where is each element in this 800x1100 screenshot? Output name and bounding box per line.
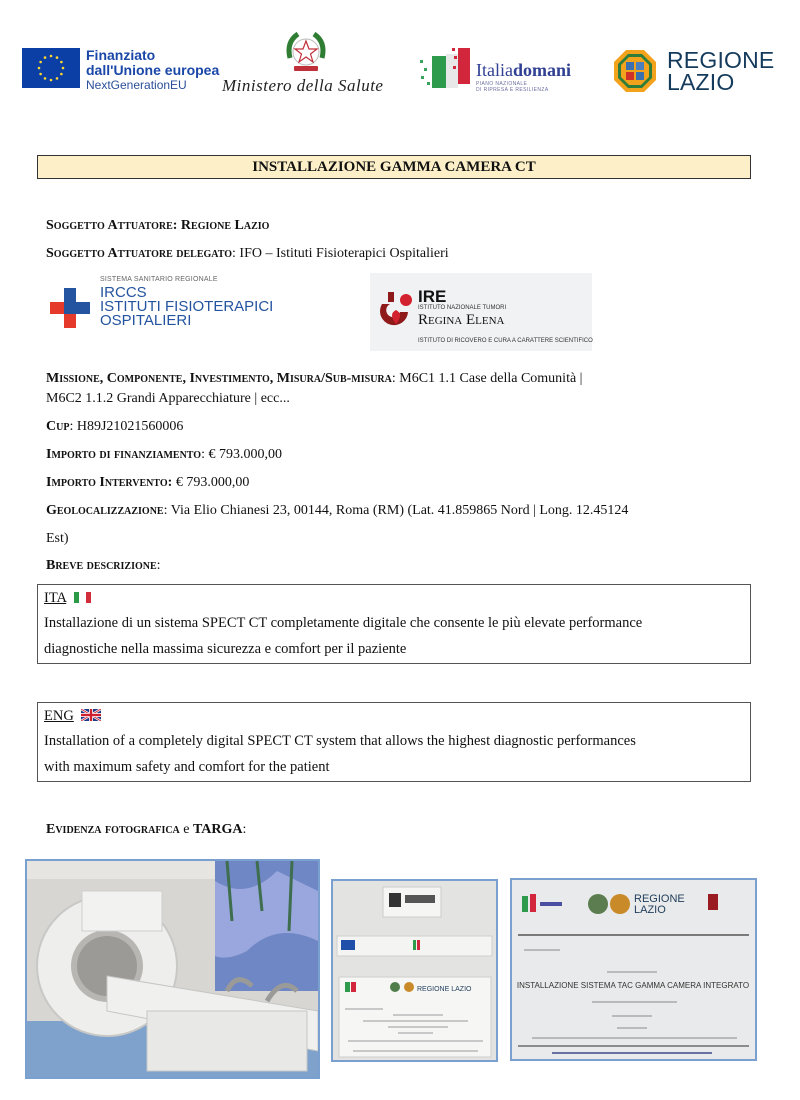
eu-line3: NextGenerationEU — [86, 78, 187, 92]
cup-value: : H89J21021560006 — [69, 419, 184, 434]
eng-header — [44, 705, 744, 727]
eu-line1: Finanziato — [86, 47, 156, 63]
eu-funding-logo-text — [86, 48, 219, 93]
breve-descrizione-suffix: : — [156, 558, 161, 573]
italiadomani-sub1: PIANO NAZIONALE — [476, 81, 528, 87]
region-line1: REGIONE — [667, 47, 775, 73]
italiadomani-sub2: DI RIPRESA E RESILIENZA — [476, 87, 549, 93]
geolocalizzazione-line2 — [46, 531, 69, 547]
importo-intervento-value: € 793.000,00 — [172, 475, 250, 490]
missione-value-line1: : M6C1 1.1 Case della Comunità | — [391, 371, 583, 386]
cup-label: Cup — [46, 419, 70, 434]
eu-flag-icon — [22, 48, 80, 88]
ifo-subtitle: SISTEMA SANITARIO REGIONALE — [100, 276, 218, 283]
regione-lazio-wordmark — [667, 49, 774, 93]
ita-header — [44, 587, 744, 609]
italiadomani-part2: domani — [512, 60, 572, 80]
eng-text-line2: with maximum safety and comfort for the patient — [44, 759, 330, 775]
geolocalizzazione-value-line2: Est) — [46, 531, 69, 546]
svg-text:LAZIO: LAZIO — [634, 904, 666, 916]
soggetto-attuatore-label: Soggetto Attuatore: Regione Lazio — [46, 218, 270, 233]
missione-label: Missione, Componente, Investimento, Misura/Sub-misura — [46, 371, 392, 386]
ifo-line1: IRCCS — [100, 284, 147, 301]
ita-text-line1: Installazione di un sistema SPECT CT completamente digitale che consente le più elevate performance — [44, 615, 643, 631]
description-ita-box — [37, 584, 751, 664]
importo-finanziamento — [46, 447, 282, 463]
ita-tag: ITA — [44, 590, 67, 606]
eu-line2: dall'Unione europea — [86, 62, 220, 78]
ire-footnote: ISTITUTO DI RICOVERO E CURA A CARATTERE SCIENTIFICO — [418, 338, 593, 344]
svg-text:REGIONE: REGIONE — [634, 893, 685, 905]
photo-plaque-closeup — [510, 878, 757, 1061]
photo-gamma-camera — [25, 859, 320, 1079]
breve-descrizione-label: Breve descrizione — [46, 558, 157, 573]
ministry-name: Ministero della Salute — [222, 76, 384, 95]
italian-flag-icon — [74, 588, 91, 599]
importo-intervento — [46, 475, 249, 491]
evidenza-fotografica — [46, 822, 246, 838]
plaque-small-region: REGIONE LAZIO — [417, 986, 472, 993]
geolocalizzazione-line1 — [46, 503, 628, 519]
ire-mark-icon — [378, 290, 414, 328]
ire-name: Regina Elena — [418, 312, 505, 328]
soggetto-attuatore — [46, 218, 269, 234]
importo-finanziamento-value: : € 793.000,00 — [201, 447, 282, 462]
eng-text-line1: Installation of a completely digital SPECT CT system that allows the highest diagnostic performances — [44, 733, 636, 749]
missione-line1 — [46, 371, 582, 387]
evidenza-label: Evidenza fotografica — [46, 822, 180, 837]
breve-descrizione — [46, 558, 161, 574]
targa-label: TARGA — [193, 822, 243, 837]
cup — [46, 419, 183, 435]
italiadomani-wordmark — [476, 60, 571, 81]
italian-emblem-icon — [280, 28, 332, 80]
missione-value-line2: M6C2 1.1.2 Grandi Apparecchiature | ecc... — [46, 391, 290, 406]
italiadomani-flag-icon — [418, 46, 473, 92]
soggetto-delegato-value: : IFO – Istituti Fisioterapici Ospitalieri — [232, 246, 449, 261]
missione-line2 — [46, 391, 290, 407]
evidenza-suffix: : — [242, 822, 247, 837]
ire-title: IRE — [418, 287, 447, 306]
importo-intervento-label: Importo Intervento: — [46, 475, 173, 490]
plaque-title: INSTALLAZIONE SISTEMA TAC GAMMA CAMERA INTEGRATO — [516, 981, 750, 990]
ifo-line2: ISTITUTI FISIOTERAPICI — [100, 298, 274, 315]
regione-lazio-seal-icon — [613, 49, 657, 93]
ire-subtitle: ISTITUTO NAZIONALE TUMORI — [418, 305, 507, 311]
geolocalizzazione-value-line1: : Via Elio Chianesi 23, 00144, Roma (RM) (Lat. 41.859865 Nord | Long. 12.45124 — [163, 503, 629, 518]
eng-tag: ENG — [44, 708, 74, 724]
uk-flag-icon — [81, 706, 101, 718]
italiadomani-part1: Italia — [476, 60, 513, 80]
region-line2: LAZIO — [667, 69, 735, 95]
italiadomani-subtitle — [476, 81, 549, 93]
photo-plaque-wall — [331, 879, 498, 1062]
ita-text-line2: diagnostiche nella massima sicurezza e comfort per il paziente — [44, 641, 407, 657]
ifo-line3: OSPITALIERI — [100, 312, 192, 329]
ifo-name — [100, 286, 273, 328]
soggetto-delegato — [46, 246, 449, 262]
ifo-cross-icon — [50, 288, 90, 328]
importo-finanziamento-label: Importo di finanziamento — [46, 447, 202, 462]
soggetto-delegato-label: Soggetto Attuatore delegato — [46, 246, 233, 261]
description-eng-box — [37, 702, 751, 782]
evidenza-mid: e — [179, 822, 193, 837]
page-title: INSTALLAZIONE GAMMA CAMERA CT — [37, 155, 751, 179]
geolocalizzazione-label: Geolocalizzazione — [46, 503, 164, 518]
